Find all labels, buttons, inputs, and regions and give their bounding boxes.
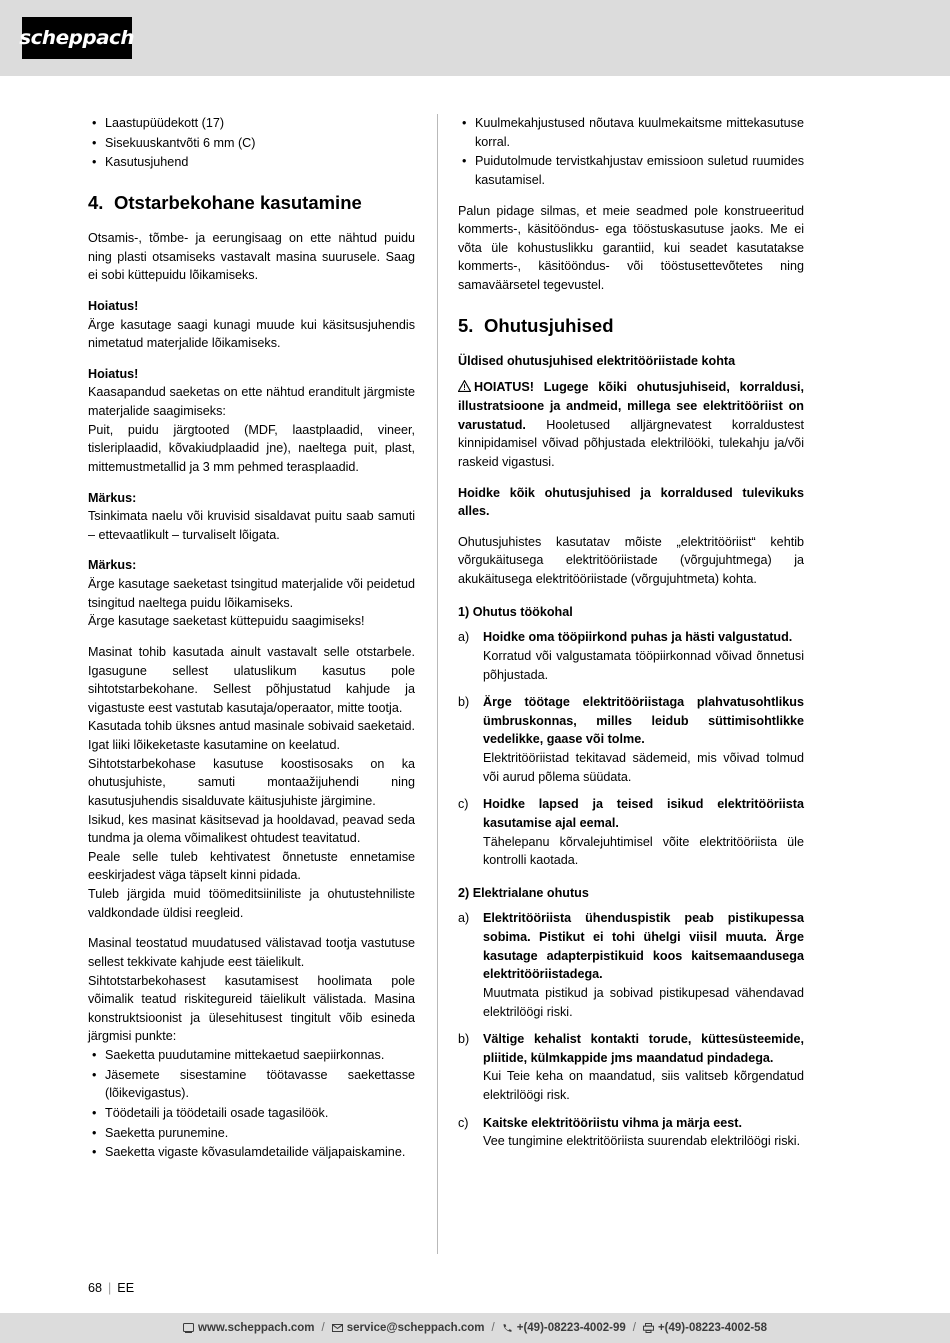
note-2-body-2: Ärge kasutage saeketast küttepuidu saagimiseks! bbox=[88, 614, 365, 629]
group-1-heading: 1) Ohutus töökohal bbox=[458, 604, 573, 619]
item-normal-text: Elektritööriistad tekitavad sädemeid, mis võivad tolmud või aurud põlema süüdata. bbox=[483, 751, 804, 784]
group-1-list bbox=[458, 628, 804, 870]
footer-separator: / bbox=[321, 1322, 325, 1334]
section-4-number: 4. bbox=[88, 191, 104, 213]
footer-separator: / bbox=[491, 1322, 495, 1334]
footer-separator: / bbox=[632, 1322, 636, 1334]
list-item: • Jäsemete sisestamine töötavasse saekettasse (lõikevigastus). bbox=[88, 1066, 415, 1103]
list-item: • Sisekuuskantvõti 6 mm (C) bbox=[88, 134, 415, 153]
delivery-contents-list bbox=[88, 114, 415, 172]
general-warning-bold: HOIATUS! Lugege kõiki ohutusjuhiseid, korraldusi, illustratsioone ja andmeid, millega see elektritööriist on varustatud. bbox=[458, 380, 804, 432]
list-item bbox=[458, 628, 804, 684]
term-definition-paragraph: Ohutusjuhistes kasutatav mõiste „elektritööriist“ kehtib võrgukäitusega elektritööriistade (võrgujuhtmega) ja akukäitusega elektritööriistade (võrgujuhtmeta) kohta. bbox=[458, 534, 804, 586]
section-4-paragraph-8: Masinal teostatud muudatused välistavad tootja vastutuse sellest tekkivate kahjude eest täielikult. bbox=[88, 936, 415, 969]
general-warning-paragraph bbox=[458, 378, 804, 471]
warning-triangle-icon bbox=[458, 380, 471, 392]
page-header bbox=[0, 0, 950, 76]
page-number-separator: | bbox=[108, 1281, 112, 1295]
warning-2-body: Kaasapandud saeketas on ette nähtud eranditult järgmiste materjalide saagimiseks: bbox=[88, 385, 415, 418]
note-1-body: Tsinkimata naelu või kruvisid sisaldavat puitu saab samuti – ettevaatlikult – turvaliselt lõigata. bbox=[88, 509, 415, 542]
section-4-paragraph-7: Tuleb järgida muid töömeditsiiniliste ja ohutustehniliste valdkondade üldisi reegleid. bbox=[88, 887, 415, 920]
phone-icon bbox=[502, 1323, 513, 1333]
section-4-heading bbox=[88, 191, 415, 214]
footer-email[interactable]: service@scheppach.com bbox=[346, 1322, 485, 1334]
item-normal-text: Tähelepanu kõrvalejuhtimisel võite elektritööriista üle kontrolli kaotada. bbox=[483, 834, 804, 868]
list-item: • Puidutolmude tervistkahjustav emissioon suletud ruumides kasutamisel. bbox=[458, 152, 804, 189]
list-item bbox=[458, 909, 804, 1021]
item-normal-text: Muutmata pistikud ja sobivad pistikupesad vähendavad elektrilöögi riski. bbox=[483, 985, 804, 1019]
section-4-paragraph-2: Masinat tohib kasutada ainult vastavalt selle otstarbele. Igasugune sellest ulatuslikum kasutus pole sihtotstarbekohane. Sellest põhjustatud kahjude ja vigastuste eest vastutab kasutaja/operaator, mitte tootja. bbox=[88, 644, 415, 715]
section-4-paragraph-3: Kasutada tohib üksnes antud masinale sobivaid saeketaid. Igat liiki lõikeketaste kasutamine on keelatud. bbox=[88, 719, 415, 752]
item-label: a) bbox=[458, 630, 470, 645]
item-body bbox=[483, 628, 804, 684]
page-footer-number bbox=[88, 1281, 134, 1295]
item-bold-text: Ärge töötage elektritööriistaga plahvatusohtlikus ümbruskonnas, milles leidub süttimisohtlikke vedelikke, gaase või tolme. bbox=[483, 695, 804, 747]
section-4-title: Otstarbekohane kasutamine bbox=[114, 191, 362, 213]
footer-fax[interactable]: +(49)-08223-4002-58 bbox=[657, 1322, 767, 1334]
list-item: • Saeketta puudutamine mittekaetud saepiirkonnas. bbox=[88, 1046, 415, 1065]
section-5-subtitle: Üldised ohutusjuhised elektritööriistade kohta bbox=[458, 353, 736, 368]
section-4-paragraph-5: Isikud, kes masinat käsitsevad ja hooldavad, peavad seda tundma ja olema võimalikest ohtudest teavitatud. bbox=[88, 812, 415, 846]
item-normal-text: Vee tungimine elektritööriista suurendab elektrilöögi riski. bbox=[483, 1134, 801, 1149]
item-label: a) bbox=[458, 911, 470, 926]
residual-risk-list-continued bbox=[458, 114, 804, 190]
item-bold-text: Vältige kehalist kontakti torude, küttesüsteemide, pliitide, külmkappide jms maandatud pindadega. bbox=[483, 1032, 804, 1065]
section-5-title: Ohutusjuhised bbox=[484, 314, 614, 336]
section-4-paragraph-6: Peale selle tuleb kehtivatest õnnetuste ennetamise eeskirjadest väga täpselt kinni pidada. bbox=[88, 849, 415, 883]
mail-icon bbox=[332, 1323, 343, 1333]
country-code: EE bbox=[117, 1281, 135, 1295]
footer-website[interactable]: www.scheppach.com bbox=[198, 1322, 315, 1334]
item-bold-text: Hoidke lapsed ja teised isikud elektritööriista kasutamise ajal eemal. bbox=[483, 797, 804, 830]
list-item: • Töödetaili ja töödetaili osade tagasilöök. bbox=[88, 1104, 415, 1123]
general-warning-rest: Hooletused alljärgnevatest korraldustest kinnipidamisel võivad põhjustada elektrilööki, tulekahju ja/või raskeid vigastusi. bbox=[458, 417, 804, 469]
item-body bbox=[483, 795, 804, 870]
page-content bbox=[0, 76, 950, 1267]
item-bold-text: Elektritööriista ühenduspistik peab pistikupessa sobima. Pistikut ei tohi ühelgi viisil muuta. Ärge kasutage adapterpistikuid koos kaitsemaandusega elektritööriistadega. bbox=[483, 911, 804, 982]
item-bold-text: Kaitske elektritööriistu vihma ja märja eest. bbox=[483, 1115, 742, 1130]
list-item bbox=[458, 795, 804, 870]
section-4-paragraph-1: Otsamis-, tõmbe- ja eerungisaag on ette nähtud puidu ning plasti otsamiseks vastavalt masina suurusele. Saag ei sobi küttepuidu lõikamiseks. bbox=[88, 231, 415, 283]
left-column bbox=[88, 114, 437, 1254]
note-2-body: Ärge kasutage saeketast tsingitud materjalide või peidetud tsingitud naeltega puidu lõikamiseks. bbox=[88, 577, 415, 610]
section-4-paragraph-9: Sihtotstarbekohasest kasutamisest hoolimata pole võimalik teatud riskitegureid täielikult välistada. Masina konstruktsioonist ja ülesehitusest tingitult võib esineda järgmisi punkte: bbox=[88, 973, 415, 1044]
item-body bbox=[483, 693, 804, 786]
logo-text: scheppach bbox=[19, 27, 135, 49]
group-2-list bbox=[458, 909, 804, 1151]
list-item bbox=[458, 693, 804, 786]
warning-1-heading: Hoiatus! bbox=[88, 298, 139, 313]
section-5-heading bbox=[458, 314, 804, 337]
list-item: • Laastupüüdekott (17) bbox=[88, 114, 415, 133]
item-body bbox=[483, 1114, 804, 1151]
residual-risk-list bbox=[88, 1046, 415, 1162]
item-body bbox=[483, 909, 804, 1021]
list-item: • Saeketta purunemine. bbox=[88, 1124, 415, 1143]
list-item: • Kuulmekahjustused nõutava kuulmekaitsme mittekasutuse korral. bbox=[458, 114, 804, 151]
item-label: c) bbox=[458, 797, 469, 812]
commercial-use-note: Palun pidage silmas, et meie seadmed pole konstrueeritud kommerts-, käsitööndus- ega tööstuskasutuse jaoks. Me ei võta üle kohustuslikku garantiid, kui seadet kasutatakse kommerts-, käsitööndus- või tööstusettevõtetes ning samaväärsetel tegevustel. bbox=[458, 203, 804, 292]
warning-2-body-2: Puit, puidu järgtooted (MDF, laastplaadid, vineer, tisleriplaadid, kõvakiudplaadid jne), naeltega puit, plast, mittemustmetallid ja 3 mm pehmed terasplaadid. bbox=[88, 422, 415, 474]
item-normal-text: Korratud või valgustamata tööpiirkonnad võivad õnnetusi põhjustada. bbox=[483, 648, 804, 682]
item-normal-text: Kui Teie keha on maandatud, siis valitseb kõrgendatud elektrilöögi risk. bbox=[483, 1069, 804, 1102]
list-item: • Kasutusjuhend bbox=[88, 153, 415, 172]
right-column bbox=[455, 114, 804, 1254]
fax-icon bbox=[643, 1323, 654, 1333]
item-bold-text: Hoidke oma tööpiirkond puhas ja hästi valgustatud. bbox=[483, 630, 793, 645]
footer-contact-bar bbox=[0, 1313, 950, 1343]
scheppach-logo bbox=[19, 17, 135, 59]
section-5-number: 5. bbox=[458, 314, 474, 336]
section-4-paragraph-4: Sihtotstarbekohase kasutuse koostisosaks on ka ohutusjuhiste, samuti montaažijuhendi ning kasutusjuhendis sisalduvate käitusjuhiste järgimine. bbox=[88, 756, 415, 808]
two-column-layout bbox=[88, 114, 875, 1254]
note-1-heading: Märkus: bbox=[88, 490, 137, 505]
list-item bbox=[458, 1114, 804, 1151]
list-item bbox=[458, 1030, 804, 1105]
keep-instructions-note: Hoidke kõik ohutusjuhised ja korraldused tulevikuks alles. bbox=[458, 485, 804, 519]
group-2-heading: 2) Elektrialane ohutus bbox=[458, 885, 589, 900]
warning-2-heading: Hoiatus! bbox=[88, 366, 139, 381]
column-divider bbox=[437, 114, 438, 1254]
warning-1-body: Ärge kasutage saagi kunagi muude kui käsitsusjuhendis nimetatud materjalide lõikamiseks. bbox=[88, 317, 415, 351]
item-label: b) bbox=[458, 1032, 470, 1047]
note-2-heading: Märkus: bbox=[88, 558, 137, 573]
item-body bbox=[483, 1030, 804, 1105]
item-label: c) bbox=[458, 1115, 469, 1130]
item-label: b) bbox=[458, 695, 470, 710]
globe-icon bbox=[183, 1323, 194, 1333]
footer-phone[interactable]: +(49)-08223-4002-99 bbox=[516, 1322, 626, 1334]
page-number: 68 bbox=[88, 1281, 103, 1295]
list-item: • Saeketta vigaste kõvasulamdetailide väljapaiskamine. bbox=[88, 1143, 415, 1162]
